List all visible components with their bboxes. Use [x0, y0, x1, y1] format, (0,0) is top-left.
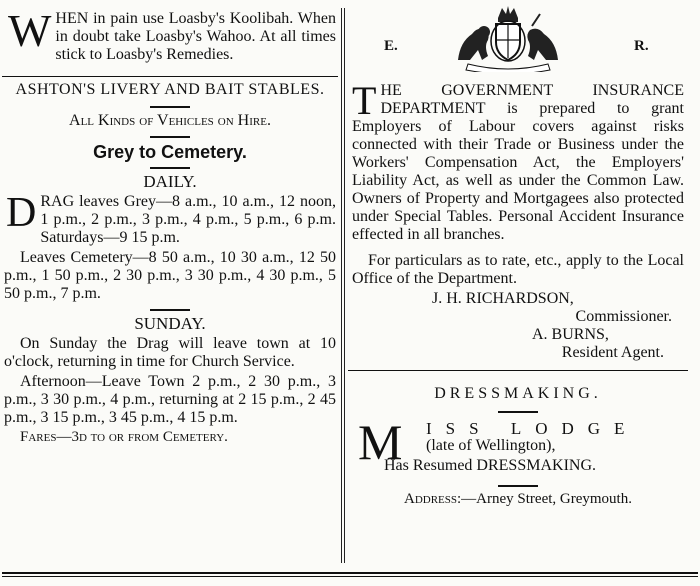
ashton-title: ASHTON'S LIVERY AND BAIT STABLES.: [15, 81, 325, 98]
commissioner-title: Commissioner.: [575, 308, 672, 325]
royal-coat-of-arms-icon: [438, 4, 578, 72]
ashton-advert: [2, 77, 338, 446]
short-rule: [150, 136, 190, 138]
vehicles-line: All Kinds of Vehicles on Hire.: [69, 112, 271, 129]
fares-line: Fares—3d to or from Cemetery.: [20, 429, 228, 445]
particulars-text: For particulars as to rate, etc., apply to the Local Office of the Department.: [352, 252, 684, 287]
late-of: (late of Wellington),: [426, 437, 556, 454]
cemetery-schedule: Leaves Cemetery—8 50 a.m., 10 30 a.m., 12 50 p.m., 1 50 p.m., 2 30 p.m., 3 30 p.m., 4 30 p.m., 5 50 p.m., 7 p.m.: [4, 249, 336, 302]
route-heading: Grey to Cemetery.: [93, 142, 247, 162]
daily-heading: DAILY.: [143, 172, 197, 191]
short-rule: [498, 485, 538, 487]
drop-cap-d: D: [6, 190, 37, 236]
drag-schedule: RAG leaves Grey—8 a.m., 10 a.m., 12 noon, 1 p.m., 2 p.m., 3 p.m., 4 p.m., 5 p.m., 6 p.m. Saturdays—9 15 p.m.: [40, 193, 336, 246]
address-value: :—Arney Street, Greymouth.: [457, 491, 632, 507]
short-rule: [150, 106, 190, 108]
afternoon-schedule: Afternoon—Leave Town 2 p.m., 2 30 p.m., 3 p.m., 3 30 p.m., 4 p.m., returning at 2 15 p.m., 2 45 p.m., 3 15 p.m., 3 45 p.m., 4 15 p.m.: [4, 373, 336, 426]
insurance-text: HE GOVERNMENT INSURANCE DEPARTMENT is prepared to grant Employers of Labour covers against risks connected with their Trade or Business under the Workers' Compensation Act, the Employers' Liability Act, as well as under the Common Law. Owners of Property and Mortgagees also protected under Special Tables. Personal Accident Insurance effected in all branches.: [352, 82, 684, 243]
short-rule: [150, 167, 190, 169]
drop-cap-t: T: [352, 78, 377, 123]
loasby-advert: [2, 0, 338, 64]
column-divider-inner: [344, 8, 345, 563]
short-rule: [498, 411, 538, 413]
bottom-rule: [2, 572, 698, 574]
agent-name: A. BURNS,: [532, 326, 609, 343]
bottom-rule-thin: [2, 576, 698, 577]
commissioner-name: J. H. RICHARDSON,: [432, 290, 574, 307]
loasby-text: HEN in pain use Loasby's Koolibah. When in doubt take Loasby's Wahoo. At all times stick to Loasby's Remedies.: [55, 10, 336, 63]
agent-title: Resident Agent.: [561, 344, 664, 361]
address-line: [352, 491, 684, 508]
address-label: Address: [404, 491, 458, 507]
drop-cap-w: W: [8, 5, 52, 56]
crest-header: [348, 0, 688, 72]
sunday-text: On Sunday the Drag will leave town at 10 o'clock, returning in time for Church Service.: [4, 335, 336, 370]
resumed-text: Has Resumed DRESSMAKING.: [384, 457, 596, 474]
dressmaking-advert: [348, 371, 688, 508]
header-r: R.: [634, 38, 649, 54]
drop-cap-m: M: [358, 414, 403, 470]
right-column: [348, 0, 688, 508]
dressmaking-heading: DRESSMAKING.: [434, 385, 602, 402]
header-e: E.: [384, 38, 398, 54]
insurance-advert: [348, 72, 688, 362]
short-rule: [150, 309, 190, 311]
lodge-name: ISS LODGE: [426, 419, 639, 438]
left-column: [2, 0, 338, 446]
sunday-heading: SUNDAY.: [134, 314, 206, 333]
column-divider: [341, 8, 342, 563]
